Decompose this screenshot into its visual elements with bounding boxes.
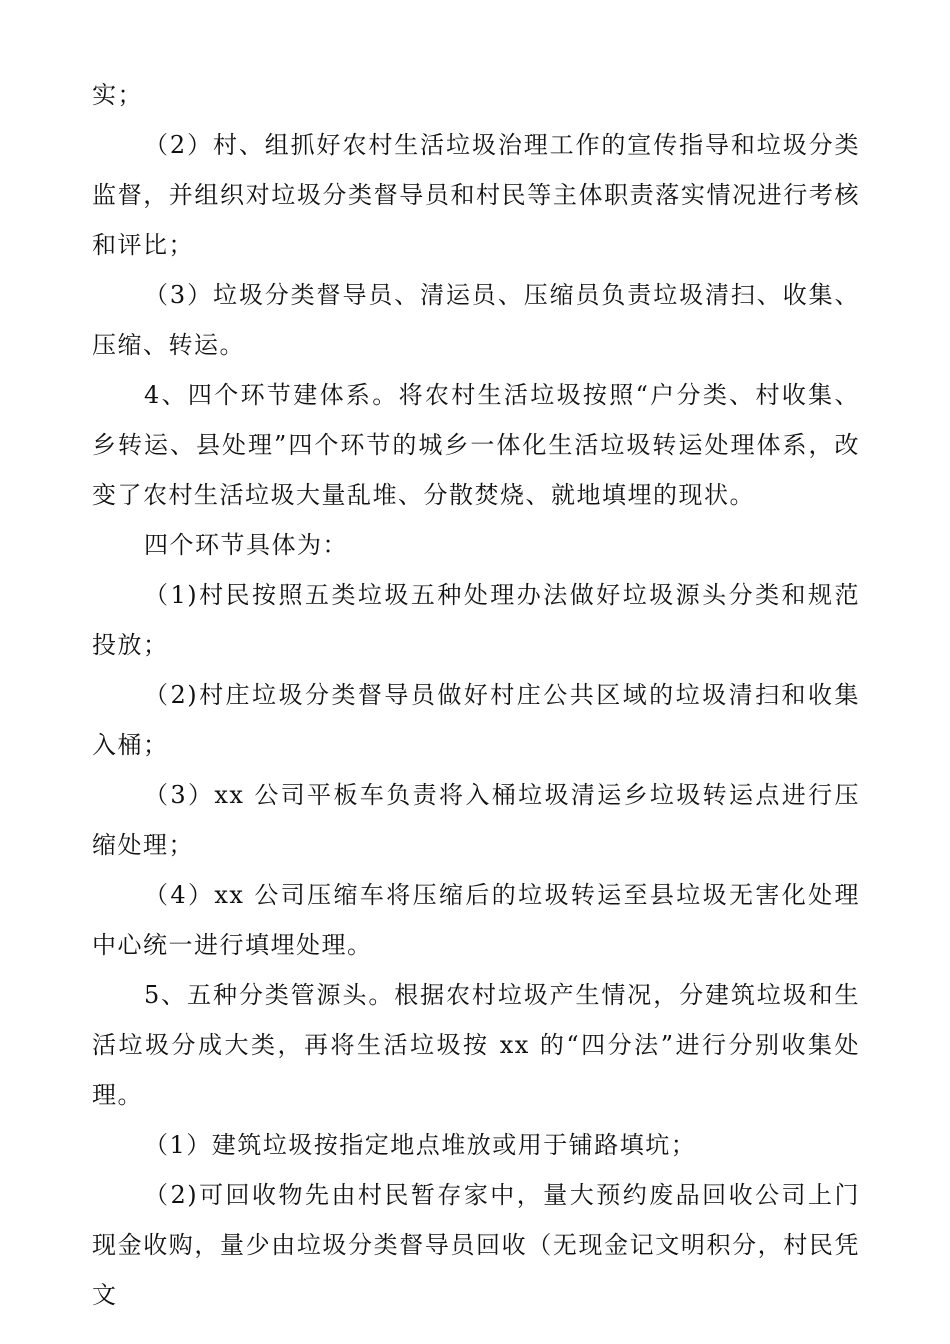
paragraph-link-2: （2)村庄垃圾分类督导员做好村庄公共区域的垃圾清扫和收集入桶； <box>92 681 860 759</box>
paragraph-category-1: （1）建筑垃圾按指定地点堆放或用于铺路填坑； <box>144 1131 697 1159</box>
paragraph-continuation: 实； <box>92 81 143 109</box>
paragraph-staff-duties: （3）垃圾分类督导员、清运员、压缩员负责垃圾清扫、收集、压缩、转运。 <box>92 281 860 359</box>
paragraph-village-supervision: （2）村、组抓好农村生活垃圾治理工作的宣传指导和垃圾分类监督，并组织对垃圾分类督导员和村民等主体职责落实情况进行考核和评比； <box>92 131 860 259</box>
paragraph-link-1: （1)村民按照五类垃圾五种处理办法做好垃圾源头分类和规范投放； <box>92 581 860 659</box>
paragraph-link-3: （3）xx 公司平板车负责将入桶垃圾清运乡垃圾转运点进行压缩处理； <box>92 781 860 859</box>
paragraph-link-4: （4）xx 公司压缩车将压缩后的垃圾转运至县垃圾无害化处理中心统一进行填埋处理。 <box>92 881 860 959</box>
paragraph-four-links-intro: 四个环节具体为： <box>144 531 348 559</box>
paragraph-four-links: 4、四个环节建体系。将农村生活垃圾按照“户分类、村收集、乡转运、县处理”四个环节的城乡一体化生活垃圾转运处理体系，改变了农村生活垃圾大量乱堆、分散焚烧、就地填埋的现状。 <box>92 381 860 509</box>
paragraph-category-2: （2)可回收物先由村民暂存家中，量大预约废品回收公司上门现金收购，量少由垃圾分类督导员回收（无现金记文明积分，村民凭文 <box>92 1181 860 1309</box>
paragraph-five-categories: 5、五种分类管源头。根据农村垃圾产生情况，分建筑垃圾和生活垃圾分成大类，再将生活垃圾按 xx 的“四分法”进行分别收集处理。 <box>92 981 860 1109</box>
